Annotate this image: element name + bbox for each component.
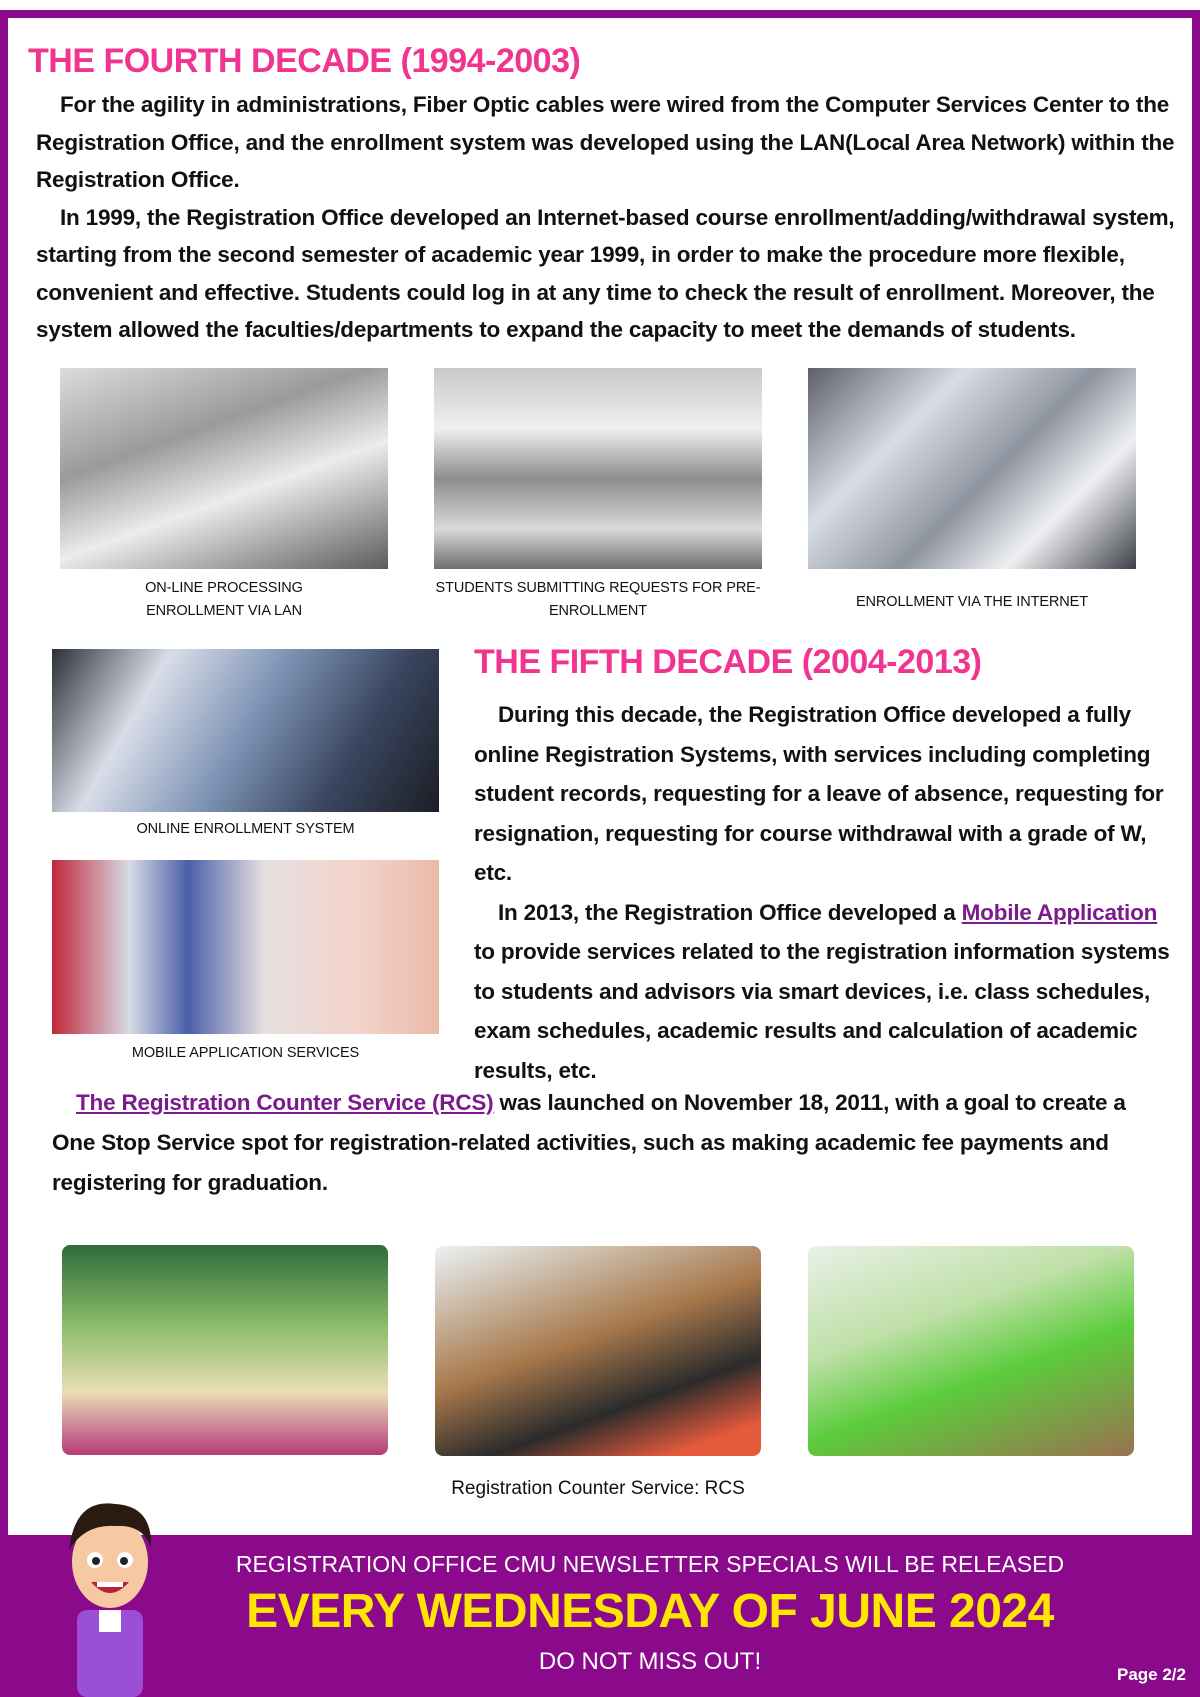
photo-rcs-waiting-area [808, 1246, 1134, 1456]
caption-online-enrollment-system: ONLINE ENROLLMENT SYSTEM [136, 821, 355, 837]
page-number: Page 2/2 [1117, 1665, 1186, 1684]
fourth-decade-para-2: In 1999, the Registration Office developed an Internet-based course enrollment/adding/withdrawal system, starting from the second semester of academic year 1999, in order to make the procedure more flexible, convenient and effective. Students could log in at any time to check the result of enrollment. Moreover, the system allowed the faculties/departments to expand the capacity to meet the demands of students. [36, 204, 1175, 342]
fifth-decade-para-2 [474, 893, 1172, 1091]
footer-line-3: DO NOT MISS OUT! [538, 1648, 762, 1675]
photo-enrollment-internet [808, 368, 1136, 569]
fourth-decade-para-1: For the agility in administrations, Fiber Optic cables were wired from the Computer Services Center to the Registration Office, and the enrollment system was developed using the LAN(Local Area Network) within the Registration Office. [36, 92, 1175, 192]
photo-students-submitting [434, 368, 762, 569]
footer-line-2: EVERY WEDNESDAY OF JUNE 2024 [246, 1585, 1054, 1638]
caption-mobile-application: MOBILE APPLICATION SERVICES [131, 1045, 360, 1061]
fourth-decade-title: THE FOURTH DECADE (1994-2003) [28, 42, 581, 80]
footer-line-1: REGISTRATION OFFICE CMU NEWSLETTER SPECIALS WILL BE RELEASED [235, 1551, 1065, 1577]
fifth-decade-text [474, 695, 1172, 1090]
caption-students-submitting: STUDENTS SUBMITTING REQUESTS FOR PRE-ENROLLMENT [435, 580, 761, 619]
caption-rcs: Registration Counter Service: RCS [451, 1478, 745, 1499]
rcs-text [52, 1083, 1172, 1203]
photo-rcs-counter [62, 1245, 388, 1455]
fourth-decade-text [36, 86, 1186, 349]
mascot-illustration [55, 1490, 165, 1697]
rcs-paragraph-body: was launched on November 18, 2011, with a goal to create a One Stop Service spot for registration-related activities, such as making academic fee payments and registering for graduation. [52, 1090, 1126, 1195]
fifth-decade-title: THE FIFTH DECADE (2004-2013) [474, 643, 982, 681]
rcs-link[interactable]: The Registration Counter Service (RCS) [76, 1090, 494, 1115]
fifth-decade-para-2-before: In 2013, the Registration Office developed a [498, 899, 962, 925]
caption-enrollment-internet: ENROLLMENT VIA THE INTERNET [855, 594, 1089, 610]
rcs-paragraph [52, 1083, 1172, 1203]
photo-online-enrollment-system [52, 649, 439, 812]
photo-rcs-seating [435, 1246, 761, 1456]
photo-mobile-application [52, 860, 439, 1034]
mobile-application-link[interactable]: Mobile Application [961, 899, 1158, 925]
photo-online-processing [60, 368, 388, 569]
fifth-decade-para-1: During this decade, the Registration Office developed a fully online Registration Systems, with services including completing student records, requesting for a leave of absence, requesting for resignation, requesting for course withdrawal with a grade of W, etc. [474, 702, 1164, 885]
caption-online-processing: ON-LINE PROCESSING ENROLLMENT VIA LAN [145, 580, 303, 619]
fifth-decade-para-2-after: to provide services related to the registration information systems to students and advisors via smart devices, i.e. class schedules, exam schedules, academic results and calculation of academic results, etc. [474, 939, 1170, 1083]
